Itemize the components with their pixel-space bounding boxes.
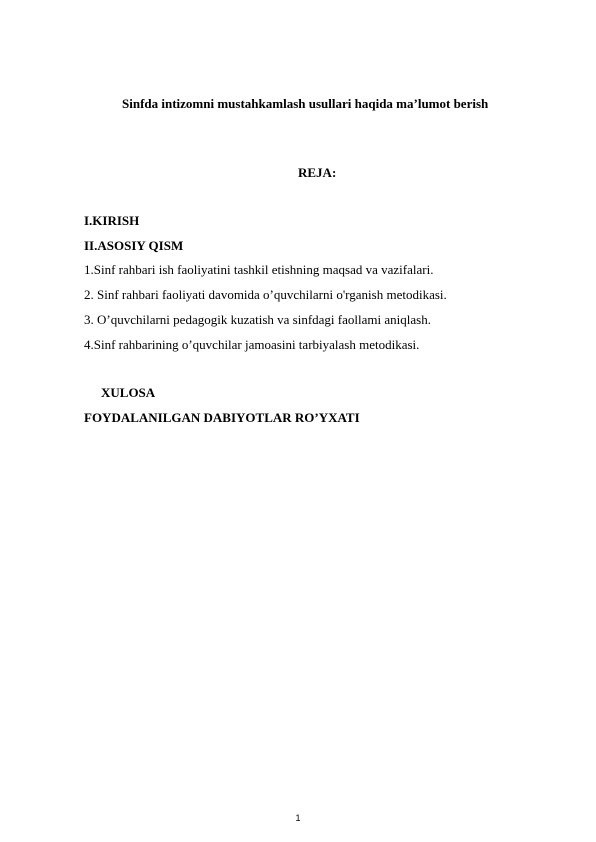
toc-conclusion: XULOSA [101,385,156,400]
toc-item: 1.Sinf rahbari ish faoliyatini tashkil etishning maqsad va vazifalari. [84,262,434,277]
document-title: Sinfda intizomni mustahkamlash usullari haqida ma’lumot berish [122,96,489,111]
toc-references: FOYDALANILGAN DABIYOTLAR RO’YXATI [84,410,360,425]
toc-item: 4.Sinf rahbarining o’quvchilar jamoasini tarbiyalash metodikasi. [84,337,420,352]
plan-heading: REJA: [298,165,337,180]
toc-main-part: II.ASOSIY QISM [84,238,184,253]
toc-item: 3. O’quvchilarni pedagogik kuzatish va sinfdagi faollami aniqlash. [84,312,431,327]
toc-item: 2. Sinf rahbari faoliyati davomida o’quvchilarni o'rganish metodikasi. [84,287,447,302]
toc-intro: I.KIRISH [84,213,140,228]
page-number: 1 [295,813,301,823]
